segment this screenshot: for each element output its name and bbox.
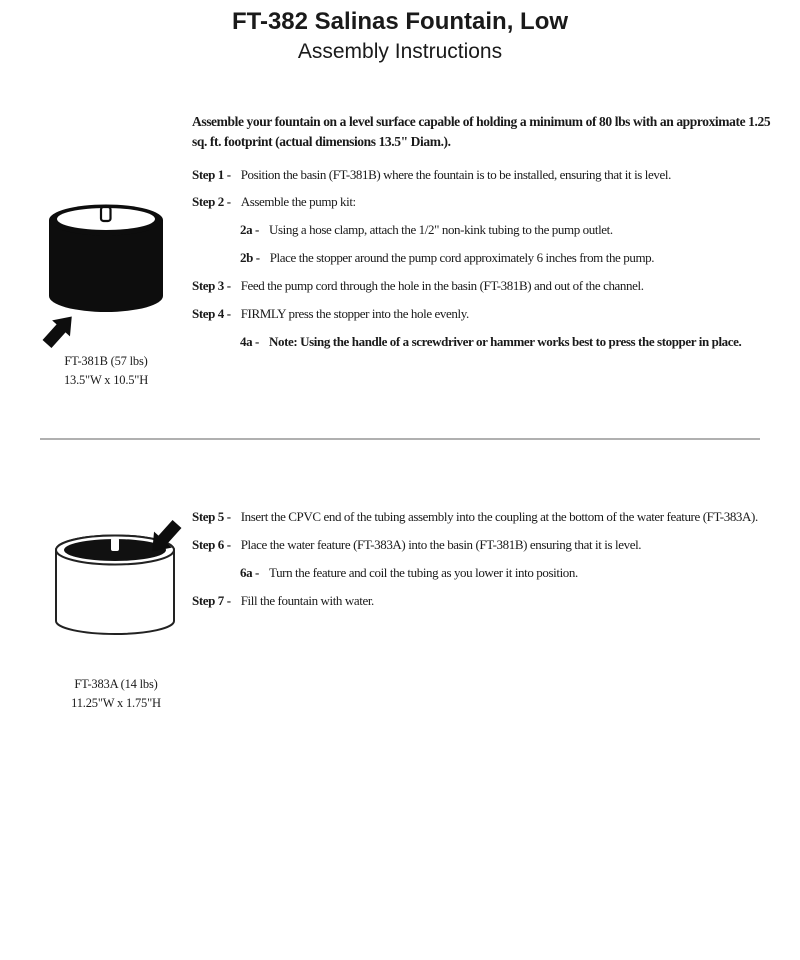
water-feature-figure [46,518,186,714]
step-4-text: FIRMLY press the stopper into the hole evenly. [240,305,469,321]
step-7-text: Fill the fountain with water. [240,592,374,608]
step-6-text: Place the water feature (FT-383A) into the basin (FT-381B) ensuring that it is level. [240,536,642,552]
step-2a-label: 2a - [240,222,259,238]
step-4a-label: 4a - [240,333,259,349]
page-title: FT-382 Salinas Fountain, Low [231,8,569,35]
page-subtitle: Assembly Instructions [297,39,503,63]
step-2a-text: Using a hose clamp, attach the 1/2" non-kink tubing to the pump outlet. [268,222,613,238]
step-1-text: Position the basin (FT-381B) where the fountain is to be installed, ensuring that it is level. [240,166,671,182]
water-feature-caption-line2: 11.25"W x 1.75"H [71,696,161,711]
water-feature-caption [46,675,186,714]
basin-caption-line1: FT-381B (57 lbs) [64,354,148,368]
step-7-label: Step 7 - [192,592,231,608]
step-4-label: Step 4 - [192,305,231,321]
section-1 [192,112,792,360]
section-divider [40,438,760,440]
step-5-label: Step 5 - [192,509,231,524]
step-3-text: Feed the pump cord through the hole in the basin (FT-381B) and out of the channel. [240,277,644,293]
basin-illustration [41,198,171,348]
basin-caption [36,352,176,391]
step-2-text: Assemble the pump kit: [240,194,356,210]
step-4a [192,333,792,352]
step-3 [192,277,792,296]
step-2b-text: Place the stopper around the pump cord approximately 6 inches from the pump. [269,250,655,266]
step-5 [192,508,792,527]
step-7 [192,592,792,611]
feature-notch-icon [111,538,119,551]
document-header [0,8,800,64]
water-feature-caption-line1: FT-383A (14 lbs) [74,677,158,691]
basin-caption-line2: 13.5"W x 10.5"H [63,373,149,388]
intro-paragraph: Assemble your fountain on a level surface capable of holding a minimum of 80 lbs with an approximate 1.25 sq. ft. footprint (actual dimensions 13.5" Diam.). [192,114,771,150]
section-2 [192,508,792,619]
step-4 [192,305,792,324]
step-6-label: Step 6 - [192,536,231,552]
step-2-label: Step 2 - [192,194,231,210]
basin-figure [36,198,176,391]
step-6 [192,536,792,555]
step-2a [192,221,792,240]
step-1 [192,166,792,185]
water-feature-illustration [49,518,184,653]
step-5-text: Insert the CPVC end of the tubing assembly into the coupling at the bottom of the water feature (FT-383A). [240,509,758,524]
step-2 [192,193,792,212]
step-2b-label: 2b - [240,250,260,266]
step-4a-text: Note: Using the handle of a screwdriver or hammer works best to press the stopper in place. [268,333,742,349]
step-6a [192,564,792,583]
step-2b [192,249,792,268]
step-6a-text: Turn the feature and coil the tubing as you lower it into position. [268,564,578,580]
step-1-label: Step 1 - [192,166,231,182]
basin-hole-icon [101,207,111,221]
step-6a-label: 6a - [240,564,259,580]
arrow-up-right-icon [41,308,81,348]
step-3-label: Step 3 - [192,277,231,293]
